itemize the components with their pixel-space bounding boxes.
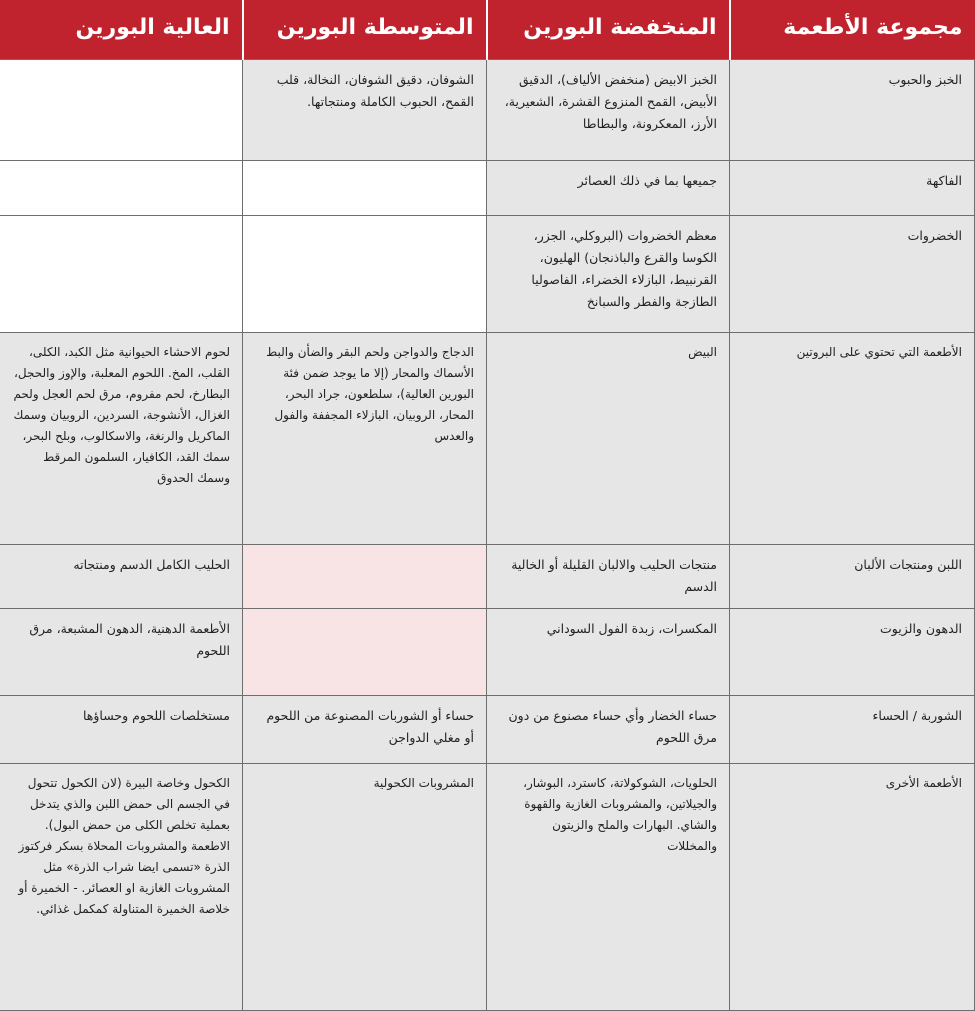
low-purine-cell: الخبز الابيض (منخفض الألياف)، الدقيق الأبيض، القمح المنزوع القشرة، الشعيرية، الأرز، المعكرونة، والبطاطا bbox=[487, 59, 730, 160]
table-row-other-foods bbox=[0, 763, 975, 1010]
table-row-fats-oils bbox=[0, 608, 975, 695]
food-group-cell: الفاكهة bbox=[730, 160, 975, 215]
food-group-cell: الأطعمة الأخرى bbox=[730, 763, 975, 1010]
medium-purine-cell bbox=[243, 160, 487, 215]
low-purine-cell: الحلويات، الشوكولاتة، كاسترد، البوشار، والجيلاتين، والمشروبات الغازية والقهوة والشاي. البهارات والملح والزيتون والمخللات bbox=[487, 763, 730, 1010]
low-purine-cell: جميعها بما في ذلك العصائر bbox=[487, 160, 730, 215]
high-purine-cell: الكحول وخاصة البيرة (لان الكحول تتحول في الجسم الى حمض اللبن والذي يتدخل بعملية تخلص الكلى من حمض البول). الاطعمة والمشروبات المحلاة بسكر فركتوز الذرة «تسمى ايضا شراب الذرة» مثل المشروبات الغازية او العصائر. - الخميرة أو خلاصة الخميرة المتناولة كمكمل غذائي. bbox=[0, 763, 243, 1010]
medium-purine-cell: المشروبات الكحولية bbox=[243, 763, 487, 1010]
medium-purine-cell: الشوفان، دقيق الشوفان، النخالة، قلب القمح، الحبوب الكاملة ومنتجاتها. bbox=[243, 59, 487, 160]
food-group-cell: الخضروات bbox=[730, 215, 975, 332]
table-row-soup bbox=[0, 695, 975, 763]
high-purine-cell: الأطعمة الدهنية، الدهون المشبعة، مرق اللحوم bbox=[0, 608, 243, 695]
medium-purine-cell bbox=[243, 544, 487, 608]
high-purine-cell: لحوم الاحشاء الحيوانية مثل الكبد، الكلى، القلب، المخ. اللحوم المعلبة، والإوز والحجل، البطارخ، لحم مفروم، مرق لحم العجل ولحم الغزال، الأنشوجة، السردين، الروبيان وسمك الماكريل والرنغة، والاسكالوب، وبلح البحر، سمك القد، الكافيار، السلمون المرقط وسمك الحدوق bbox=[0, 332, 243, 544]
medium-purine-cell: حساء أو الشوربات المصنوعة من اللحوم أو مغلي الدواجن bbox=[243, 695, 487, 763]
low-purine-cell: المكسرات، زبدة الفول السوداني bbox=[487, 608, 730, 695]
low-purine-cell: حساء الخضار وأي حساء مصنوع من دون مرق اللحوم bbox=[487, 695, 730, 763]
table-row-vegetables bbox=[0, 215, 975, 332]
high-purine-cell: مستخلصات اللحوم وحساؤها bbox=[0, 695, 243, 763]
low-purine-cell: معظم الخضروات (البروكلي، الجزر، الكوسا والقرع والباذنجان) الهليون، القرنبيط، البازلاء الخضراء، الفاصوليا الطازجة والفطر والسبانخ bbox=[487, 215, 730, 332]
header-low-purine: المنخفضة البورين bbox=[487, 0, 730, 59]
table-header bbox=[0, 0, 975, 59]
food-group-cell: الأطعمة التي تحتوي على البروتين bbox=[730, 332, 975, 544]
low-purine-cell: البيض bbox=[487, 332, 730, 544]
table-row-protein bbox=[0, 332, 975, 544]
medium-purine-cell: الدجاج والدواجن ولحم البقر والضأن والبط الأسماك والمحار (إلا ما يوجد ضمن فئة البورين العالية)، سلطعون، جراد البحر، المحار، الروبيان، البازلاء المجففة والفول والعدس bbox=[243, 332, 487, 544]
table-row-dairy bbox=[0, 544, 975, 608]
table-row-fruits bbox=[0, 160, 975, 215]
header-food-group: مجموعة الأطعمة bbox=[730, 0, 975, 59]
medium-purine-cell bbox=[243, 215, 487, 332]
medium-purine-cell bbox=[243, 608, 487, 695]
food-group-cell: الدهون والزيوت bbox=[730, 608, 975, 695]
high-purine-cell: الحليب الكامل الدسم ومنتجاته bbox=[0, 544, 243, 608]
table-row-grains bbox=[0, 59, 975, 160]
low-purine-cell: منتجات الحليب والالبان القليلة أو الخالية الدسم bbox=[487, 544, 730, 608]
food-group-cell: الخبز والحبوب bbox=[730, 59, 975, 160]
food-group-cell: اللبن ومنتجات الألبان bbox=[730, 544, 975, 608]
header-high-purine: العالية البورين bbox=[0, 0, 243, 59]
food-group-cell: الشوربة / الحساء bbox=[730, 695, 975, 763]
high-purine-cell bbox=[0, 215, 243, 332]
header-medium-purine: المتوسطة البورين bbox=[243, 0, 487, 59]
high-purine-cell bbox=[0, 160, 243, 215]
high-purine-cell bbox=[0, 59, 243, 160]
